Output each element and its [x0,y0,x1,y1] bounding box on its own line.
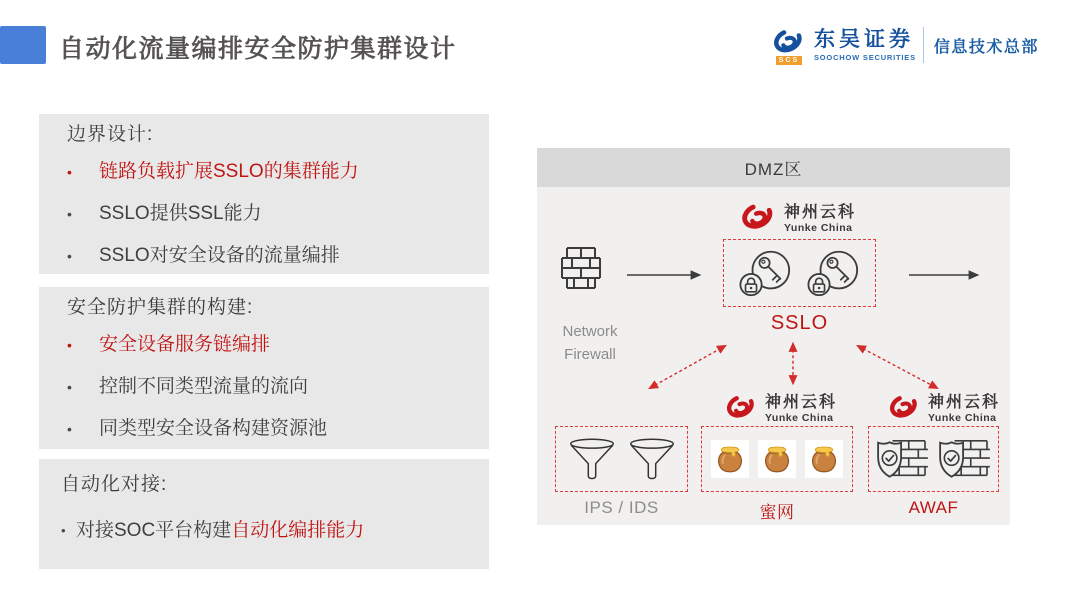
bullet-text: SSLO对安全设备的流量编排 [99,245,340,266]
company-name-cn: 东吴证券 [814,28,914,52]
department-label: 信息技术总部 [933,38,1039,56]
vendor-name-cn: 神州云科 [784,203,857,221]
bullet-list [67,161,473,267]
red-link-sslo-awaf [858,346,937,388]
company-name-en: SOOCHOW SECURITIES [814,52,916,62]
panel-heading: 自动化对接: [61,474,168,495]
bullet-dot: • [67,337,72,353]
bullet-dot: • [67,421,72,437]
panel-automation-integration [39,459,489,569]
firewall-label-line1: Network [562,323,618,340]
shield-check-brick-icon [937,437,993,481]
bullet-text: 同类型安全设备构建资源池 [99,418,328,439]
honeypot-icon [805,440,843,478]
firewall-label-line2: Firewall [564,346,616,364]
ips-ids-label: IPS / IDS [584,498,659,517]
yunke-vendor-logo [725,392,837,425]
bullet-item [67,245,473,267]
vendor-name-block [784,203,856,234]
bullet-dot: • [67,379,72,395]
panel-cluster-construction [39,287,489,449]
vendor-name-en: Yunke China [928,412,997,425]
bullet-text-highlight: 自动化编排能力 [231,520,365,541]
bullet-item [67,334,473,356]
bullet-text: 链路负载扩展SSLO的集群能力 [99,161,359,182]
logo-divider [923,27,924,63]
sslo-cluster-box [723,239,876,307]
bullet-text [76,520,364,542]
funnel-icon [627,436,677,482]
ips-ids-node-box [555,426,688,492]
yunke-vendor-logo [888,392,1000,425]
bullet-item [61,520,473,542]
honeynet-label: 蜜网 [759,503,795,522]
dmz-zone-header: DMZ区 [537,148,1010,187]
bullet-dot: • [61,523,66,538]
soochow-swirl-glyph [772,26,806,60]
company-name-block [814,28,916,61]
soochow-swirl-icon [770,26,808,65]
bullet-item [67,418,473,440]
honeypot-glyph [807,442,841,476]
vendor-name-en: Yunke China [765,412,834,425]
sslo-label: SSLO [770,312,829,334]
key-lock-icon [738,248,794,298]
yunke-swirl-icon [725,392,758,425]
honeypot-glyph [713,442,747,476]
bullet-dot: • [67,206,72,222]
awaf-node-box [868,426,999,492]
honeypot-glyph [760,442,794,476]
bullet-text-prefix: 对接SOC平台构建 [76,520,232,541]
bullet-list [67,334,473,440]
yunke-swirl-icon [740,200,777,237]
bullet-dot: • [67,248,72,264]
panel-heading: 安全防护集群的构建: [67,297,254,318]
honeypot-icon [758,440,796,478]
company-logo [770,20,1039,70]
dmz-zone-panel [537,148,1010,525]
bullet-text: 控制不同类型流量的流向 [99,376,309,397]
bullet-text: SSLO提供SSL能力 [99,203,262,224]
bullet-text: 安全设备服务链编排 [99,334,271,355]
bullet-item [67,161,473,183]
yunke-vendor-logo [740,200,856,237]
bullet-list [61,520,473,542]
bullet-dot: • [67,164,72,180]
panel-heading: 边界设计: [67,124,154,145]
vendor-name-cn: 神州云科 [765,393,838,411]
red-link-sslo-ips [650,346,725,388]
page-title: 自动化流量编排安全防护集群设计 [59,35,457,63]
honeynet-node-box [701,426,853,492]
funnel-icon [567,436,617,482]
vendor-name-en: Yunke China [784,222,853,235]
bullet-item [67,376,473,398]
firewall-label [532,320,648,367]
vendor-name-block [765,393,837,424]
vendor-name-block [928,393,1000,424]
brick-wall-icon [558,244,604,290]
shield-check-brick-icon [875,437,931,481]
scs-badge: SCS [776,56,802,65]
bullet-item [67,203,473,225]
vendor-name-cn: 神州云科 [928,393,1001,411]
awaf-label: AWAF [908,498,959,517]
title-accent-bar [0,26,46,64]
honeypot-icon [711,440,749,478]
panel-boundary-design [39,114,489,274]
yunke-swirl-icon [888,392,921,425]
key-lock-icon [806,248,862,298]
